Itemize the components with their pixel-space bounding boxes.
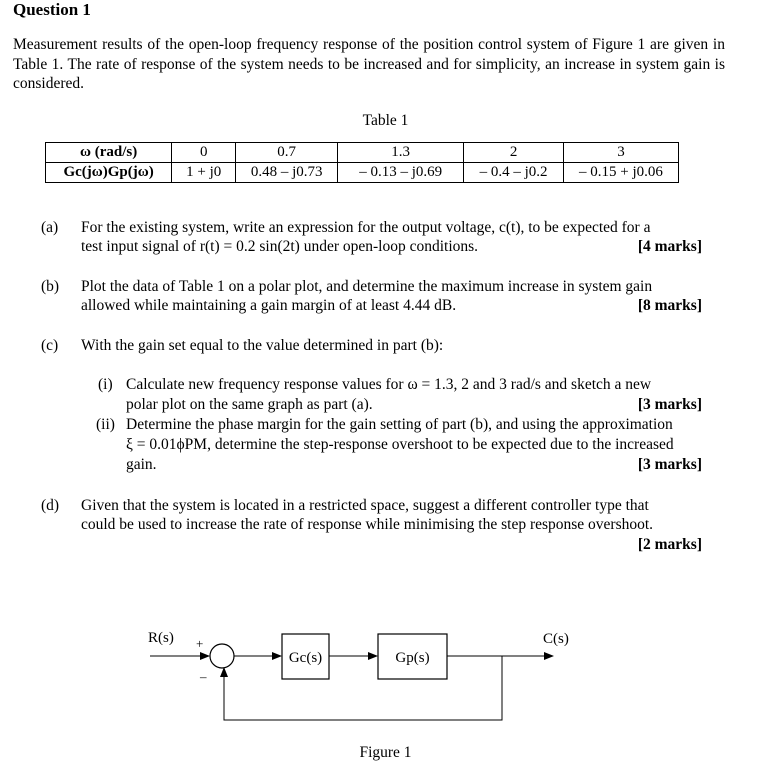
part-b-line2: allowed while maintaining a gain margin of at least 4.44 dB.	[81, 297, 457, 314]
part-c-ii-marks: [3 marks]	[637, 456, 702, 473]
part-a-line1: For the existing system, write an expression for the output voltage, c(t), to be expected for a	[81, 219, 651, 236]
block-diagram	[0, 600, 771, 735]
part-c-text: With the gain set equal to the value determined in part (b):	[81, 337, 444, 354]
part-c-i-line2: polar plot on the same graph as part (a).	[126, 396, 373, 413]
table-cell: 0.7	[236, 143, 338, 163]
part-d-label: (d)	[41, 497, 60, 514]
part-c-label: (c)	[41, 337, 59, 354]
part-b-line1: Plot the data of Table 1 on a polar plot, and determine the maximum increase in system gain	[81, 278, 653, 295]
part-a-line2: test input signal of r(t) = 0.2 sin(2t) under open-loop conditions.	[81, 238, 479, 255]
frequency-response-table	[45, 142, 679, 183]
part-c-ii-label: (ii)	[96, 416, 115, 433]
summing-junction	[210, 644, 234, 668]
table-cell: 0	[172, 143, 236, 163]
table-cell: – 0.13 – j0.69	[338, 163, 464, 183]
part-b-label: (b)	[41, 278, 60, 295]
part-d-marks: [2 marks]	[637, 536, 702, 553]
controller-block-label: Gc(s)	[288, 650, 323, 666]
minus-sign: –	[200, 669, 207, 684]
table-cell: 0.48 – j0.73	[236, 163, 338, 183]
table-row-omega	[46, 143, 679, 163]
figure-caption: Figure 1	[359, 744, 412, 761]
part-a-marks: [4 marks]	[637, 238, 702, 255]
table-cell: 1.3	[338, 143, 464, 163]
plant-block-label: Gp(s)	[395, 650, 430, 666]
table-cell: – 0.4 – j0.2	[464, 163, 564, 183]
feedback-path	[224, 656, 502, 720]
part-d-line2: could be used to increase the rate of response while minimising the step response overshoot.	[81, 516, 654, 533]
row-header-omega: ω (rad/s)	[46, 143, 172, 163]
plus-sign: +	[196, 636, 204, 651]
part-d-line1: Given that the system is located in a restricted space, suggest a different controller type that	[81, 497, 649, 514]
part-c-ii-line2: ξ = 0.01ϕPM, determine the step-response overshoot to be expected due to the increased	[126, 436, 674, 453]
part-c-i-line1: Calculate new frequency response values for ω = 1.3, 2 and 3 rad/s and sketch a new	[126, 376, 652, 393]
part-c-ii-line1: Determine the phase margin for the gain setting of part (b), and using the approximation	[126, 416, 673, 433]
row-header-response: Gc(jω)Gp(jω)	[46, 163, 172, 183]
question-title: Question 1	[13, 0, 91, 19]
part-a-label: (a)	[41, 219, 59, 236]
part-c-ii-line3: gain.	[126, 456, 157, 473]
table-cell: – 0.15 + j0.06	[563, 163, 678, 183]
table-caption: Table 1	[362, 112, 409, 129]
table-row-response	[46, 163, 679, 183]
part-b-marks: [8 marks]	[637, 297, 702, 314]
table-cell: 2	[464, 143, 564, 163]
output-label: C(s)	[543, 631, 569, 647]
table-cell: 1 + j0	[172, 163, 236, 183]
table-cell: 3	[563, 143, 678, 163]
part-c-i-label: (i)	[98, 376, 113, 393]
intro-paragraph: Measurement results of the open-loop frequency response of the position control system of Figure 1 are given in Table 1. The rate of response of the system needs to be increased and for simplicity, an increase in system gain is considered.	[13, 36, 725, 92]
input-label: R(s)	[148, 630, 174, 646]
part-c-i-marks: [3 marks]	[637, 396, 702, 413]
